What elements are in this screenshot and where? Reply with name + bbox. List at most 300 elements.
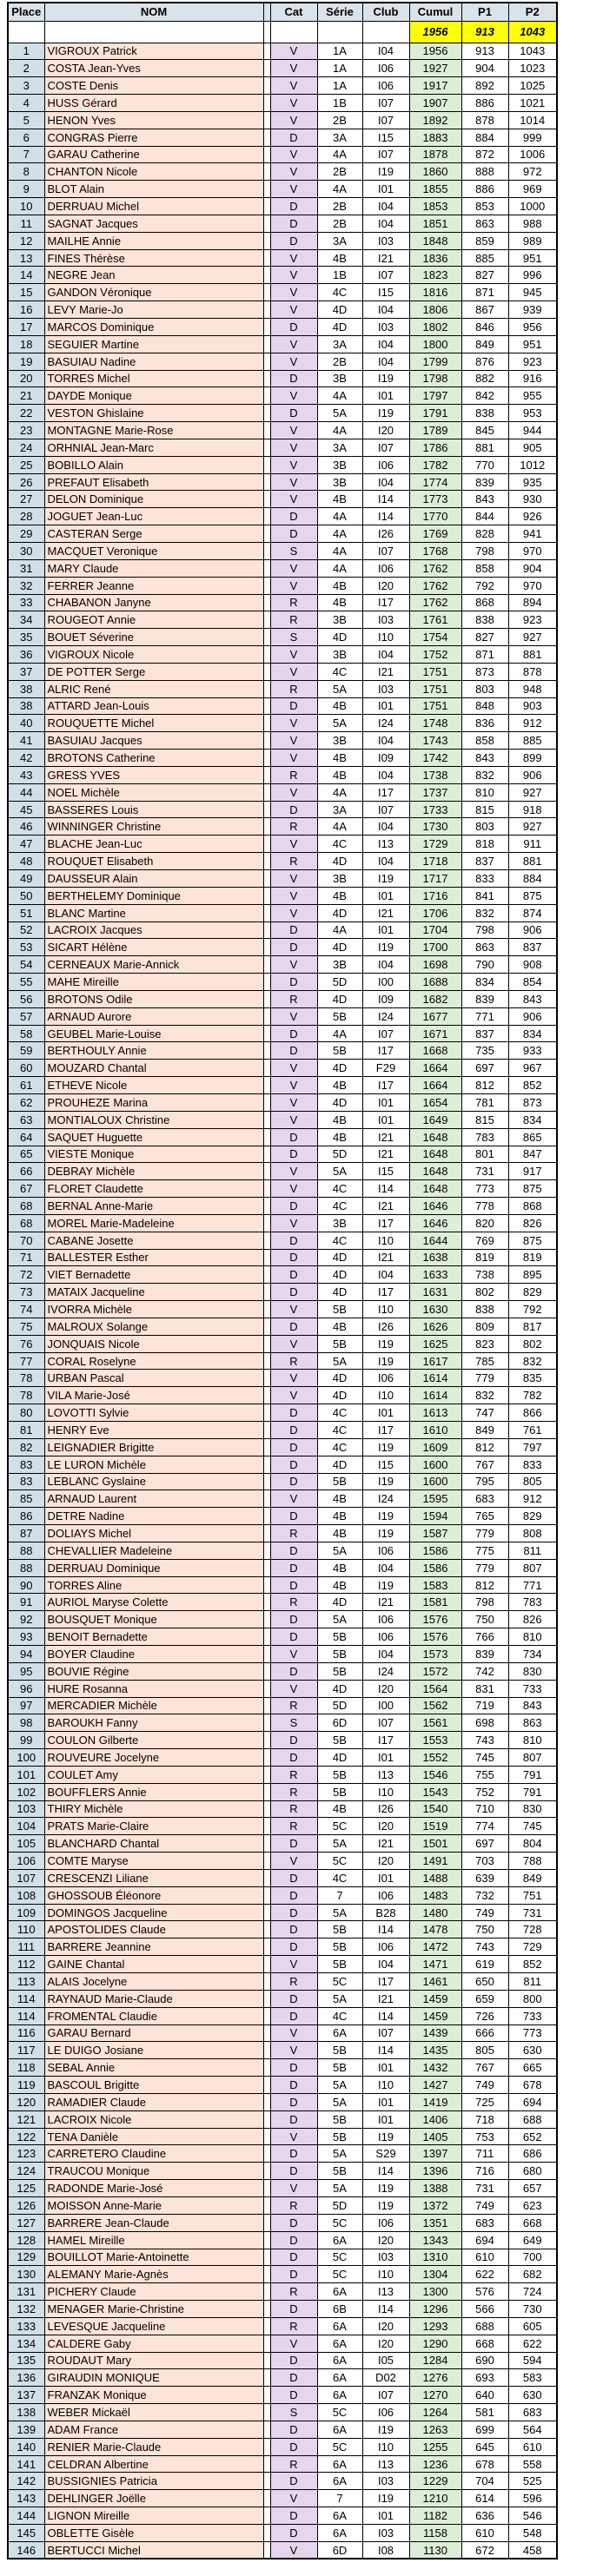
club-cell: I19 [362, 1525, 409, 1542]
p1-cell: 690 [461, 2352, 508, 2369]
table-row [8, 2490, 557, 2507]
p1-cell: 725 [461, 2093, 508, 2110]
serie-cell: 5B [317, 2110, 362, 2128]
place-cell: 45 [8, 801, 44, 818]
table-row [8, 1232, 557, 1249]
table-row [8, 2387, 557, 2404]
cumul-cell: 1768 [409, 542, 461, 559]
table-row [8, 319, 557, 336]
cat-cell: D [270, 1869, 317, 1886]
p2-cell: 852 [508, 1077, 557, 1094]
serie-cell: 5B [317, 1939, 362, 1956]
place-cell: 128 [8, 2231, 44, 2249]
club-cell: I01 [362, 1869, 409, 1886]
p2-cell: 884 [508, 870, 557, 888]
spacer-cell [263, 1766, 270, 1783]
nom-cell: BOUILLOT Marie-Antoinette [44, 2249, 263, 2266]
table-row [8, 2455, 557, 2473]
p1-cell: 735 [461, 1042, 508, 1060]
club-cell: I01 [362, 1749, 409, 1767]
cat-cell: D [270, 1146, 317, 1163]
club-cell: I15 [362, 1163, 409, 1180]
spacer-cell [263, 1714, 270, 1732]
serie-cell: 4B [317, 249, 362, 267]
cumul-cell: 1668 [409, 1042, 461, 1060]
cat-cell: D [270, 2387, 317, 2404]
table-row [8, 715, 557, 732]
place-cell: 67 [8, 1180, 44, 1198]
place-cell: 32 [8, 577, 44, 594]
cat-cell: V [270, 95, 317, 112]
club-cell: I06 [362, 2404, 409, 2421]
header-nom: NOM [44, 3, 263, 21]
cat-cell: R [270, 766, 317, 783]
cumul-cell: 1791 [409, 405, 461, 422]
p2-cell: 951 [508, 335, 557, 353]
cat-cell: D [270, 370, 317, 387]
serie-cell: 5C [317, 1818, 362, 1835]
p2-cell: 988 [508, 215, 557, 232]
table-row [8, 836, 557, 853]
club-cell: I08 [362, 2541, 409, 2559]
spacer-cell [263, 2145, 270, 2163]
serie-cell: 3B [317, 646, 362, 664]
cumul-cell: 1229 [409, 2473, 461, 2490]
nom-cell: VIGROUX Nicole [44, 646, 263, 664]
spacer-cell [263, 2525, 270, 2542]
serie-cell: 4D [317, 629, 362, 646]
nom-cell: BLOT Alain [44, 181, 263, 198]
spacer-cell [263, 1198, 270, 1215]
cumul-cell: 1823 [409, 267, 461, 284]
header-club: Club [362, 3, 409, 21]
p1-cell: 619 [461, 1956, 508, 1973]
serie-cell: 3B [317, 611, 362, 629]
p1-cell: 867 [461, 301, 508, 319]
club-cell: I04 [362, 1645, 409, 1662]
spacer-cell [263, 542, 270, 559]
table-row [8, 1456, 557, 1473]
nom-cell: PICHERY Claude [44, 2283, 263, 2301]
p1-cell: 841 [461, 887, 508, 904]
club-cell: I17 [362, 1214, 409, 1232]
cumul-cell: 1892 [409, 111, 461, 129]
club-cell: I07 [362, 2387, 409, 2404]
p2-cell: 829 [508, 1508, 557, 1525]
place-cell: 52 [8, 921, 44, 939]
serie-cell: 4C [317, 1198, 362, 1215]
nom-cell: DAUSSEUR Alain [44, 870, 263, 888]
cumul-cell: 1883 [409, 129, 461, 146]
nom-cell: ALRIC René [44, 680, 263, 697]
club-cell: I06 [362, 2214, 409, 2231]
cumul-cell: 1751 [409, 680, 461, 697]
cumul-cell: 1671 [409, 1025, 461, 1042]
serie-cell: 5A [317, 680, 362, 697]
table-row [8, 732, 557, 750]
nom-cell: ROUGEOT Annie [44, 611, 263, 629]
header-p2: P2 [508, 3, 557, 21]
p1-cell: 878 [461, 111, 508, 129]
place-cell: 61 [8, 1077, 44, 1094]
totals-cat-cell [270, 21, 317, 43]
spacer-cell [263, 2059, 270, 2077]
cumul-cell: 1770 [409, 508, 461, 525]
cat-cell: D [270, 1835, 317, 1853]
cumul-cell: 1806 [409, 301, 461, 319]
place-cell: 14 [8, 267, 44, 284]
p2-cell: 906 [508, 766, 557, 783]
table-row [8, 1783, 557, 1800]
club-cell: I00 [362, 974, 409, 991]
club-cell: I17 [362, 783, 409, 801]
table-row [8, 1370, 557, 1387]
spacer-cell [263, 2335, 270, 2352]
nom-cell: SAQUET Huguette [44, 1128, 263, 1146]
table-row [8, 1473, 557, 1490]
p1-cell: 636 [461, 2507, 508, 2525]
table-row [8, 1732, 557, 1749]
club-cell: I19 [362, 2128, 409, 2145]
p2-cell: 680 [508, 2163, 557, 2180]
cat-cell: D [270, 2352, 317, 2369]
cat-cell: S [270, 542, 317, 559]
nom-cell: BOBILLO Alain [44, 456, 263, 473]
header-place: Place [8, 3, 44, 21]
club-cell: I19 [362, 2490, 409, 2507]
total-p2-cell: 1043 [508, 21, 557, 43]
p1-cell: 810 [461, 783, 508, 801]
serie-cell: 6A [317, 2473, 362, 2490]
place-cell: 127 [8, 2214, 44, 2231]
serie-cell: 7 [317, 2490, 362, 2507]
place-cell: 136 [8, 2369, 44, 2387]
serie-cell: 5B [317, 1766, 362, 1783]
club-cell: I04 [362, 956, 409, 974]
club-cell: I10 [362, 629, 409, 646]
p2-cell: 833 [508, 1456, 557, 1473]
spacer-cell [263, 43, 270, 60]
club-cell: I20 [362, 1818, 409, 1835]
club-cell: I19 [362, 1352, 409, 1370]
club-cell: I19 [362, 370, 409, 387]
place-cell: 145 [8, 2525, 44, 2542]
table-row [8, 249, 557, 267]
place-cell: 20 [8, 370, 44, 387]
cumul-cell: 1700 [409, 939, 461, 956]
serie-cell: 2B [317, 353, 362, 370]
cat-cell: D [270, 129, 317, 146]
p2-cell: 847 [508, 1146, 557, 1163]
p1-cell: 838 [461, 405, 508, 422]
p1-cell: 820 [461, 1214, 508, 1232]
club-cell: I24 [362, 1490, 409, 1508]
cumul-cell: 1471 [409, 1956, 461, 1973]
cat-cell: V [270, 1060, 317, 1077]
spacer-cell [263, 1680, 270, 1697]
p2-cell: 866 [508, 1404, 557, 1422]
club-cell: I06 [362, 1939, 409, 1956]
spacer-cell [263, 95, 270, 112]
spacer-cell [263, 870, 270, 888]
p1-cell: 773 [461, 1180, 508, 1198]
club-cell: S29 [362, 2145, 409, 2163]
cat-cell: V [270, 77, 317, 95]
serie-cell: 4D [317, 990, 362, 1007]
cumul-cell: 1435 [409, 2042, 461, 2059]
nom-cell: APOSTOLIDES Claude [44, 1921, 263, 1939]
p1-cell: 639 [461, 1869, 508, 1886]
spacer-cell [263, 1456, 270, 1473]
club-cell: I19 [362, 1335, 409, 1352]
club-cell: I04 [362, 198, 409, 215]
table-row [8, 232, 557, 249]
club-cell: I10 [362, 2266, 409, 2283]
p1-cell: 726 [461, 2007, 508, 2024]
cumul-cell: 1293 [409, 2317, 461, 2335]
spacer-cell [263, 956, 270, 974]
table-row [8, 405, 557, 422]
place-cell: 19 [8, 353, 44, 370]
spacer-cell [263, 335, 270, 353]
cumul-cell: 1396 [409, 2163, 461, 2180]
p1-cell: 750 [461, 1921, 508, 1939]
spacer-cell [263, 301, 270, 319]
cat-cell: V [270, 1387, 317, 1404]
club-cell: I14 [362, 2301, 409, 2318]
place-cell: 109 [8, 1904, 44, 1921]
spacer-cell [263, 904, 270, 921]
serie-cell: 3A [317, 232, 362, 249]
club-cell: I06 [362, 456, 409, 473]
p1-cell: 832 [461, 904, 508, 921]
p1-cell: 781 [461, 1093, 508, 1111]
spacer-cell [263, 1301, 270, 1318]
p1-cell: 886 [461, 181, 508, 198]
p1-cell: 767 [461, 1456, 508, 1473]
cat-cell: S [270, 1714, 317, 1732]
totals-club-cell [362, 21, 409, 43]
nom-cell: VIET Bernadette [44, 1266, 263, 1284]
cumul-cell: 1786 [409, 439, 461, 456]
club-cell: I15 [362, 1456, 409, 1473]
cumul-cell: 1586 [409, 1559, 461, 1576]
p2-cell: 939 [508, 301, 557, 319]
cat-cell: S [270, 2404, 317, 2421]
spacer-cell [263, 2196, 270, 2214]
place-cell: 92 [8, 1611, 44, 1628]
place-cell: 118 [8, 2059, 44, 2077]
serie-cell: 4A [317, 181, 362, 198]
spacer-cell [263, 2266, 270, 2283]
nom-cell: ADAM France [44, 2421, 263, 2438]
place-cell: 37 [8, 663, 44, 680]
cat-cell: V [270, 663, 317, 680]
club-cell: I19 [362, 2421, 409, 2438]
nom-cell: LEVESQUE Jacqueline [44, 2317, 263, 2335]
cat-cell: D [270, 2473, 317, 2490]
table-row [8, 1990, 557, 2007]
p1-cell: 710 [461, 1800, 508, 1818]
spacer-cell [263, 1576, 270, 1594]
p1-cell: 798 [461, 921, 508, 939]
p2-cell: 605 [508, 2317, 557, 2335]
table-row [8, 904, 557, 921]
spacer-cell [263, 1559, 270, 1576]
spacer-cell [263, 921, 270, 939]
nom-cell: DELON Dominique [44, 491, 263, 508]
spacer-cell [263, 1060, 270, 1077]
cumul-cell: 1751 [409, 697, 461, 715]
p1-cell: 742 [461, 1662, 508, 1680]
serie-cell: 4C [317, 836, 362, 853]
nom-cell: BALLESTER Esther [44, 1249, 263, 1266]
p1-cell: 683 [461, 2214, 508, 2231]
cumul-cell: 1648 [409, 1180, 461, 1198]
cat-cell: V [270, 559, 317, 577]
cat-cell: D [270, 1438, 317, 1456]
table-row [8, 1438, 557, 1456]
table-row [8, 2438, 557, 2455]
nom-cell: DERRUAU Michel [44, 198, 263, 215]
cumul-cell: 1397 [409, 2145, 461, 2163]
serie-cell: 4C [317, 1180, 362, 1198]
serie-cell: 5B [317, 1645, 362, 1662]
nom-cell: CABANE Josette [44, 1232, 263, 1249]
club-cell: I03 [362, 319, 409, 336]
place-cell: 11 [8, 215, 44, 232]
p1-cell: 818 [461, 836, 508, 853]
club-cell: I17 [362, 1042, 409, 1060]
club-cell: I13 [362, 2283, 409, 2301]
p2-cell: 917 [508, 1163, 557, 1180]
club-cell: I17 [362, 1077, 409, 1094]
table-row [8, 2093, 557, 2110]
p2-cell: 724 [508, 2283, 557, 2301]
table-row [8, 2042, 557, 2059]
place-cell: 73 [8, 1284, 44, 1301]
place-cell: 124 [8, 2163, 44, 2180]
p1-cell: 771 [461, 1007, 508, 1025]
p2-cell: 751 [508, 1886, 557, 1904]
serie-cell: 4B [317, 1490, 362, 1508]
serie-cell: 5B [317, 1732, 362, 1749]
place-cell: 2 [8, 60, 44, 77]
cat-cell: V [270, 267, 317, 284]
spacer-cell [263, 836, 270, 853]
spacer-cell [263, 2007, 270, 2024]
cumul-cell: 1427 [409, 2077, 461, 2094]
cat-cell: V [270, 715, 317, 732]
p1-cell: 666 [461, 2024, 508, 2042]
place-cell: 112 [8, 1956, 44, 1973]
cumul-cell: 1255 [409, 2438, 461, 2455]
p1-cell: 610 [461, 2249, 508, 2266]
cat-cell: D [270, 508, 317, 525]
club-cell: I15 [362, 129, 409, 146]
place-cell: 107 [8, 1869, 44, 1886]
p1-cell: 697 [461, 1060, 508, 1077]
p1-cell: 858 [461, 559, 508, 577]
nom-cell: BENOIT Bernadette [44, 1628, 263, 1646]
club-cell: I26 [362, 525, 409, 543]
nom-cell: JOGUET Jean-Luc [44, 508, 263, 525]
table-row [8, 1766, 557, 1783]
cumul-cell: 1646 [409, 1214, 461, 1232]
nom-cell: ARNAUD Aurore [44, 1007, 263, 1025]
serie-cell: 6A [317, 2283, 362, 2301]
table-row [8, 267, 557, 284]
place-cell: 133 [8, 2317, 44, 2335]
club-cell: I17 [362, 594, 409, 611]
p2-cell: 873 [508, 1093, 557, 1111]
place-cell: 23 [8, 422, 44, 439]
cat-cell: R [270, 2455, 317, 2473]
p1-cell: 803 [461, 818, 508, 836]
p2-cell: 1023 [508, 60, 557, 77]
cat-cell: D [270, 921, 317, 939]
place-cell: 5 [8, 111, 44, 129]
serie-cell: 3B [317, 1214, 362, 1232]
club-cell: I14 [362, 2007, 409, 2024]
table-row [8, 2231, 557, 2249]
club-cell: I06 [362, 1628, 409, 1646]
nom-cell: MOUZARD Chantal [44, 1060, 263, 1077]
p2-cell: 810 [508, 1628, 557, 1646]
cat-cell: D [270, 2007, 317, 2024]
nom-cell: BERNAL Anne-Marie [44, 1198, 263, 1215]
nom-cell: DE POTTER Serge [44, 663, 263, 680]
table-row [8, 353, 557, 370]
p2-cell: 788 [508, 1853, 557, 1870]
club-cell: I06 [362, 1370, 409, 1387]
spacer-cell [263, 732, 270, 750]
nom-cell: BOUET Séverine [44, 629, 263, 646]
cat-cell: R [270, 594, 317, 611]
cat-cell: R [270, 990, 317, 1007]
nom-cell: CASTERAN Serge [44, 525, 263, 543]
p2-cell: 1025 [508, 77, 557, 95]
p2-cell: 951 [508, 249, 557, 267]
place-cell: 60 [8, 1060, 44, 1077]
p1-cell: 842 [461, 387, 508, 405]
cumul-cell: 1762 [409, 559, 461, 577]
p2-cell: 835 [508, 1370, 557, 1387]
serie-cell: 5B [317, 1921, 362, 1939]
table-row [8, 77, 557, 95]
spacer-cell [263, 1387, 270, 1404]
club-cell: I14 [362, 2163, 409, 2180]
club-cell: I01 [362, 2093, 409, 2110]
cat-cell: D [270, 2421, 317, 2438]
cumul-cell: 1848 [409, 232, 461, 249]
serie-cell: 3A [317, 801, 362, 818]
cumul-cell: 1546 [409, 1766, 461, 1783]
club-cell: I19 [362, 939, 409, 956]
table-row [8, 921, 557, 939]
p1-cell: 863 [461, 215, 508, 232]
table-row [8, 2077, 557, 2094]
club-cell: I01 [362, 921, 409, 939]
serie-cell: 5B [317, 1783, 362, 1800]
spacer-cell [263, 1939, 270, 1956]
p1-cell: 645 [461, 2438, 508, 2455]
table-row [8, 2473, 557, 2490]
cumul-cell: 1478 [409, 1921, 461, 1939]
p1-cell: 882 [461, 370, 508, 387]
cumul-cell: 1630 [409, 1301, 461, 1318]
serie-cell: 4A [317, 508, 362, 525]
